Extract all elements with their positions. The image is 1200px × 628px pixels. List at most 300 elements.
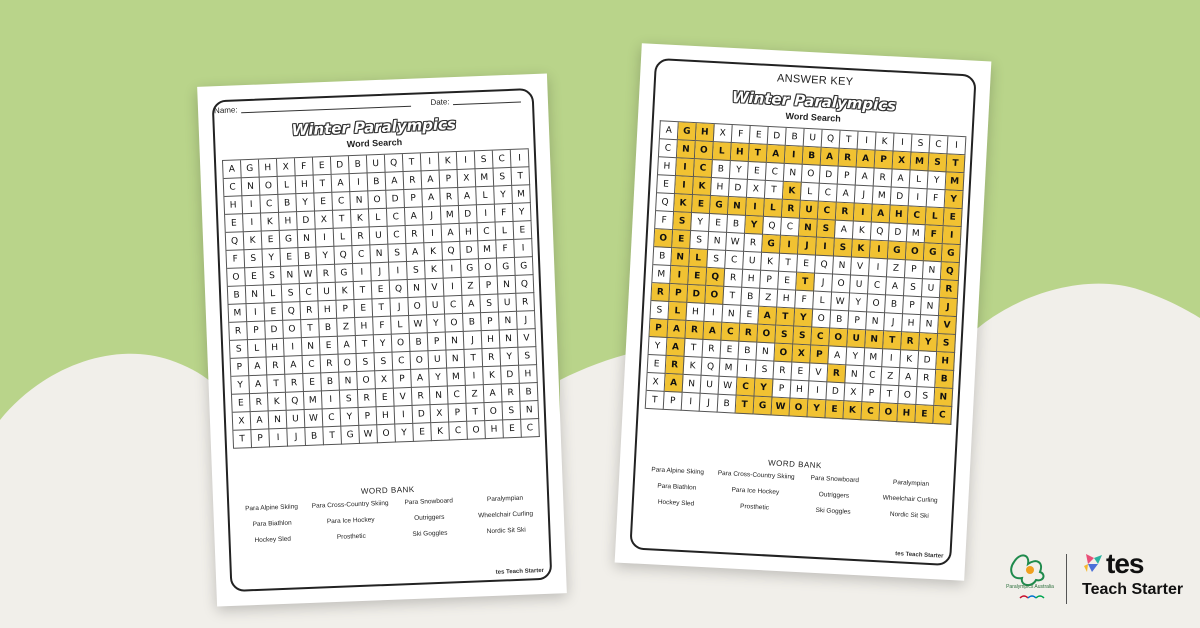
grid-cell: C [818, 202, 837, 221]
grid-cell: R [901, 332, 920, 351]
grid-cell: R [358, 389, 377, 408]
grid-cell: J [700, 394, 719, 413]
grid-cell: H [485, 420, 504, 439]
grid-cell: P [251, 429, 270, 448]
grid-cell: A [411, 369, 430, 388]
grid-cell: M [873, 187, 892, 206]
grid-cell: A [442, 224, 461, 243]
grid-cell: X [714, 124, 733, 143]
grid-cell: K [684, 357, 703, 376]
grid-cell: C [300, 283, 319, 302]
word-bank-item: Wheelchair Curling [478, 510, 534, 520]
grid-cell: N [302, 337, 321, 356]
grid-cell: O [829, 328, 848, 347]
grid-cell: E [376, 389, 395, 408]
grid-cell: K [876, 133, 895, 152]
grid-cell: Y [745, 216, 764, 235]
grid-cell: R [836, 203, 855, 222]
grid-cell: E [503, 420, 522, 439]
word-bank-item: Paralympian [486, 494, 524, 504]
grid-cell: H [266, 339, 285, 358]
grid-cell: I [322, 391, 341, 410]
grid-cell: I [243, 214, 262, 233]
tes-icon [1082, 552, 1104, 574]
grid-cell: Y [374, 335, 393, 354]
grid-cell: U [850, 275, 869, 294]
grid-cell: K [336, 282, 355, 301]
grid-cell: R [321, 355, 340, 374]
grid-cell: C [933, 406, 952, 425]
grid-cell: P [903, 296, 922, 315]
grid-cell: X [458, 169, 477, 188]
grid-cell: U [498, 294, 517, 313]
grid-cell: P [440, 170, 459, 189]
grid-cell: H [790, 380, 809, 399]
grid-cell: I [421, 153, 440, 172]
grid-cell: A [405, 207, 424, 226]
grid-cell: H [777, 290, 796, 309]
grid-cell: X [233, 412, 252, 431]
grid-cell: O [408, 297, 427, 316]
grid-cell: H [711, 178, 730, 197]
grid-cell: R [874, 169, 893, 188]
grid-cell: E [354, 299, 373, 318]
grid-cell: A [856, 168, 875, 187]
grid-cell: P [247, 321, 266, 340]
grid-cell: I [444, 278, 463, 297]
grid-cell: N [921, 297, 940, 316]
grid-cell: L [264, 285, 283, 304]
grid-cell: P [359, 407, 378, 426]
grid-cell: C [448, 386, 467, 405]
grid-cell: R [482, 348, 501, 367]
word-bank-item: Wheelchair Curling [882, 494, 938, 505]
grid-cell: C [352, 245, 371, 264]
grid-cell: S [375, 353, 394, 372]
grid-cell: C [811, 328, 830, 347]
grid-cell: F [925, 225, 944, 244]
grid-cell: R [404, 171, 423, 190]
grid-cell: L [689, 249, 708, 268]
grid-cell: C [861, 402, 880, 421]
grid-cell: A [422, 189, 441, 208]
grid-cell: Y [945, 190, 964, 209]
grid-cell: U [428, 351, 447, 370]
grid-cell: P [905, 260, 924, 279]
grid-cell: I [316, 229, 335, 248]
grid-cell: O [898, 386, 917, 405]
grid-cell: L [764, 199, 783, 218]
grid-cell: Y [846, 347, 865, 366]
grid-cell: X [277, 158, 296, 177]
word-bank-item: Para Biathlon [252, 519, 292, 529]
branding [1000, 548, 1190, 608]
name-label: Name: [213, 105, 238, 116]
grid-cell: B [653, 247, 672, 266]
grid-cell: A [821, 148, 840, 167]
grid-cell: V [809, 363, 828, 382]
grid-cell: D [265, 321, 284, 340]
grid-cell: B [463, 313, 482, 332]
grid-cell: D [826, 382, 845, 401]
grid-cell: Q [516, 275, 535, 294]
grid-cell: M [478, 241, 497, 260]
word-bank-heading: WORD BANK [360, 484, 415, 496]
grid-cell: I [676, 158, 695, 177]
grid-cell: O [906, 242, 925, 261]
grid-cell: B [830, 310, 849, 329]
grid-cell: R [940, 280, 959, 299]
grid-cell: I [477, 205, 496, 224]
grid-cell: T [736, 396, 755, 415]
grid-cell: C [449, 422, 468, 441]
grid-cell: N [520, 401, 539, 420]
grid-cell: I [395, 406, 414, 425]
grid-cell: I [457, 151, 476, 170]
grid-cell: W [719, 377, 738, 396]
grid-cell: C [392, 352, 411, 371]
grid-cell: O [410, 351, 429, 370]
grid-cell: I [511, 149, 530, 168]
grid-cell: N [269, 411, 288, 430]
grid-cell: H [686, 303, 705, 322]
grid-cell: H [902, 314, 921, 333]
grid-cell: E [265, 303, 284, 322]
grid-cell: D [918, 351, 937, 370]
grid-cell: Y [262, 249, 281, 268]
word-bank-item: Hockey Sled [254, 535, 292, 545]
word-bank-item: Para Cross-Country Skiing [717, 469, 795, 481]
grid-cell: A [458, 187, 477, 206]
grid-cell: Z [466, 385, 485, 404]
word-bank-item: Para Snowboard [404, 497, 454, 507]
word-bank-item: Para Alpine Skiing [245, 503, 299, 513]
grid-cell: N [500, 330, 519, 349]
grid-cell: O [705, 286, 724, 305]
grid-cell: P [404, 189, 423, 208]
grid-cell: B [885, 295, 904, 314]
word-bank-item: Prosthetic [739, 502, 770, 512]
date-label: Date: [430, 97, 450, 107]
grid-cell: X [747, 180, 766, 199]
grid-cell: Z [462, 277, 481, 296]
grid-cell: N [923, 261, 942, 280]
grid-cell: E [657, 175, 676, 194]
grid-cell: H [696, 123, 715, 142]
grid-cell: J [517, 311, 536, 330]
grid-cell: Q [656, 193, 675, 212]
grid-cell: J [855, 186, 874, 205]
grid-cell: E [672, 230, 691, 249]
grid-cell: A [249, 357, 268, 376]
grid-cell: Q [226, 232, 245, 251]
grid-cell: E [750, 126, 769, 145]
grid-cell: X [431, 404, 450, 423]
grid-cell: O [812, 310, 831, 329]
grid-cell: C [863, 366, 882, 385]
grid-cell: L [476, 187, 495, 206]
grid-cell: K [261, 213, 280, 232]
grid-cell: U [922, 279, 941, 298]
grid-cell: C [332, 192, 351, 211]
grid-cell: A [667, 338, 686, 357]
grid-cell: B [786, 128, 805, 147]
grid-cell: I [869, 258, 888, 277]
grid-cell: I [247, 303, 266, 322]
grid-cell: F [496, 240, 515, 259]
grid-cell: Q [815, 256, 834, 275]
grid-cell: Y [316, 247, 335, 266]
grid-cell: A [703, 322, 722, 341]
word-bank-item: Para Ice Hockey [731, 486, 780, 496]
grid-cell: D [891, 187, 910, 206]
grid-cell: U [367, 155, 386, 174]
grid-cell: S [407, 261, 426, 280]
grid-cell: E [514, 221, 533, 240]
grid-cell: O [867, 294, 886, 313]
grid-cell: I [816, 238, 835, 257]
teach-starter-mini-logo: tes Teach Starter [895, 551, 944, 560]
grid-cell: I [780, 236, 799, 255]
grid-cell: T [723, 287, 742, 306]
answer-key-label: ANSWER KEY [776, 72, 854, 89]
grid-cell: L [801, 183, 820, 202]
grid-cell: L [334, 228, 353, 247]
grid-cell: L [926, 207, 945, 226]
grid-cell: X [647, 373, 666, 392]
grid-cell: C [781, 218, 800, 237]
grid-cell: T [779, 254, 798, 273]
grid-cell: T [749, 144, 768, 163]
grid-cell: K [852, 240, 871, 259]
grid-cell: D [331, 156, 350, 175]
grid-cell: I [882, 349, 901, 368]
grid-cell: B [368, 173, 387, 192]
grid-cell: A [223, 160, 242, 179]
grid-cell: R [300, 301, 319, 320]
grid-cell: H [482, 330, 501, 349]
grid-cell: K [674, 194, 693, 213]
grid-cell: Y [429, 369, 448, 388]
grid-cell: R [516, 293, 535, 312]
grid-cell: I [704, 304, 723, 323]
grid-cell: T [356, 335, 375, 354]
tes-wordmark: tes [1106, 548, 1144, 579]
grid-cell: B [410, 333, 429, 352]
grid-cell: S [834, 239, 853, 258]
grid-cell: F [732, 125, 751, 144]
grid-cell: M [476, 169, 495, 188]
grid-cell: T [464, 349, 483, 368]
grid-cell: Y [919, 333, 938, 352]
grid-cell: Y [794, 309, 813, 328]
grid-cell: R [440, 188, 459, 207]
grid-cell: K [853, 222, 872, 241]
grid-cell: U [743, 252, 762, 271]
grid-cell: G [678, 122, 697, 141]
grid-cell: A [249, 375, 268, 394]
grid-cell: I [746, 198, 765, 217]
grid-cell: S [929, 153, 948, 172]
grid-cell: T [267, 375, 286, 394]
grid-cell: O [695, 141, 714, 160]
grid-cell: B [305, 427, 324, 446]
grid-cell: U [370, 227, 389, 246]
grid-cell: I [443, 260, 462, 279]
grid-cell: U [318, 283, 337, 302]
grid-cell: S [904, 278, 923, 297]
grid-cell: I [670, 266, 689, 285]
grid-cell: A [660, 121, 679, 140]
grid-cell: E [280, 248, 299, 267]
grid-cell: Q [286, 392, 305, 411]
grid-cell: S [518, 347, 537, 366]
grid-cell: O [227, 268, 246, 287]
grid-cell: D [413, 405, 432, 424]
grid-cell: X [893, 152, 912, 171]
grid-cell: S [911, 134, 930, 153]
grid-cell: J [464, 331, 483, 350]
grid-cell: S [357, 353, 376, 372]
grid-cell: S [230, 340, 249, 359]
grid-cell: H [731, 143, 750, 162]
grid-cell: B [712, 160, 731, 179]
grid-cell: N [728, 197, 747, 216]
grid-cell: Y [849, 293, 868, 312]
grid-cell: N [446, 332, 465, 351]
grid-cell: T [646, 391, 665, 410]
grid-cell: A [251, 411, 270, 430]
grid-cell: X [315, 211, 334, 230]
grid-cell: T [467, 403, 486, 422]
grid-cell: A [422, 171, 441, 190]
word-bank-item: Para Ice Hockey [326, 516, 375, 526]
grid-cell: J [371, 263, 390, 282]
grid-cell: P [664, 392, 683, 411]
grid-cell: I [284, 338, 303, 357]
grid-cell: A [886, 277, 905, 296]
grid-cell: N [866, 312, 885, 331]
grid-cell: I [242, 196, 261, 215]
grid-cell: T [403, 153, 422, 172]
grid-cell: S [494, 168, 513, 187]
grid-cell: R [406, 225, 425, 244]
grid-cell: T [796, 273, 815, 292]
grid-cell: Q [282, 302, 301, 321]
grid-cell: T [323, 427, 342, 446]
grid-cell: Y [807, 399, 826, 418]
grid-cell: E [709, 214, 728, 233]
grid-cell: P [810, 345, 829, 364]
word-bank-item: Para Snowboard [810, 474, 860, 485]
grid-cell: Q [763, 217, 782, 236]
grid-cell: N [920, 315, 939, 334]
grid-cell: H [742, 270, 761, 289]
grid-cell: T [511, 167, 530, 186]
grid-cell: N [370, 245, 389, 264]
grid-cell: Y [395, 424, 414, 443]
grid-cell: P [428, 333, 447, 352]
grid-cell: K [783, 182, 802, 201]
grid-cell: A [857, 150, 876, 169]
worksheet-title: Winter Paralympics [731, 88, 897, 115]
grid-cell: N [408, 279, 427, 298]
grid-cell: F [655, 211, 674, 230]
worksheet-answer-key [615, 43, 992, 581]
grid-cell: I [854, 204, 873, 223]
grid-cell: S [340, 390, 359, 409]
grid-cell: E [720, 341, 739, 360]
grid-cell: D [460, 241, 479, 260]
grid-cell: M [512, 185, 531, 204]
grid-cell: Q [334, 246, 353, 265]
grid-cell: K [425, 261, 444, 280]
grid-cell: J [423, 207, 442, 226]
grid-cell: G [341, 426, 360, 445]
grid-cell: Q [385, 154, 404, 173]
grid-cell: A [899, 368, 918, 387]
grid-cell: W [305, 409, 324, 428]
grid-cell: N [281, 266, 300, 285]
grid-cell: P [336, 300, 355, 319]
word-bank-item: Nordic Sit Ski [486, 526, 526, 536]
grid-cell: Q [706, 268, 725, 287]
grid-cell: J [884, 313, 903, 332]
grid-cell: N [677, 140, 696, 159]
grid-cell: M [441, 206, 460, 225]
grid-cell: R [839, 149, 858, 168]
grid-cell: E [791, 363, 810, 382]
grid-cell: L [248, 339, 267, 358]
grid-cell: Q [702, 358, 721, 377]
grid-cell: C [478, 223, 497, 242]
grid-cell: N [298, 229, 317, 248]
grid-cell: Y [231, 376, 250, 395]
grid-cell: M [229, 304, 248, 323]
grid-cell: B [298, 247, 317, 266]
grid-cell: T [684, 339, 703, 358]
grid-cell: N [339, 372, 358, 391]
grid-cell: A [667, 320, 686, 339]
grid-cell: H [460, 223, 479, 242]
grid-cell: F [495, 204, 514, 223]
grid-cell: I [389, 262, 408, 281]
grid-cell: I [465, 367, 484, 386]
grid-cell: Q [442, 242, 461, 261]
grid-cell: B [228, 286, 247, 305]
grid-cell: E [688, 267, 707, 286]
grid-cell: X [844, 383, 863, 402]
grid-cell: Q [871, 222, 890, 241]
grid-cell: A [406, 243, 425, 262]
grid-cell: C [694, 159, 713, 178]
grid-cell: A [386, 172, 405, 191]
grid-cell: R [502, 384, 521, 403]
grid-cell: G [335, 264, 354, 283]
grid-cell: T [233, 430, 252, 449]
grid-cell: H [318, 301, 337, 320]
paralympics-australia-text: Paralympics Australia [1006, 584, 1054, 590]
grid-cell: B [278, 194, 297, 213]
grid-cell: Y [341, 408, 360, 427]
grid-cell: E [225, 214, 244, 233]
grid-cell: P [760, 271, 779, 290]
grid-cell: T [840, 131, 859, 150]
grid-cell: I [808, 381, 827, 400]
grid-cell: P [838, 167, 857, 186]
grid-cell: V [938, 316, 957, 335]
grid-cell: O [484, 402, 503, 421]
